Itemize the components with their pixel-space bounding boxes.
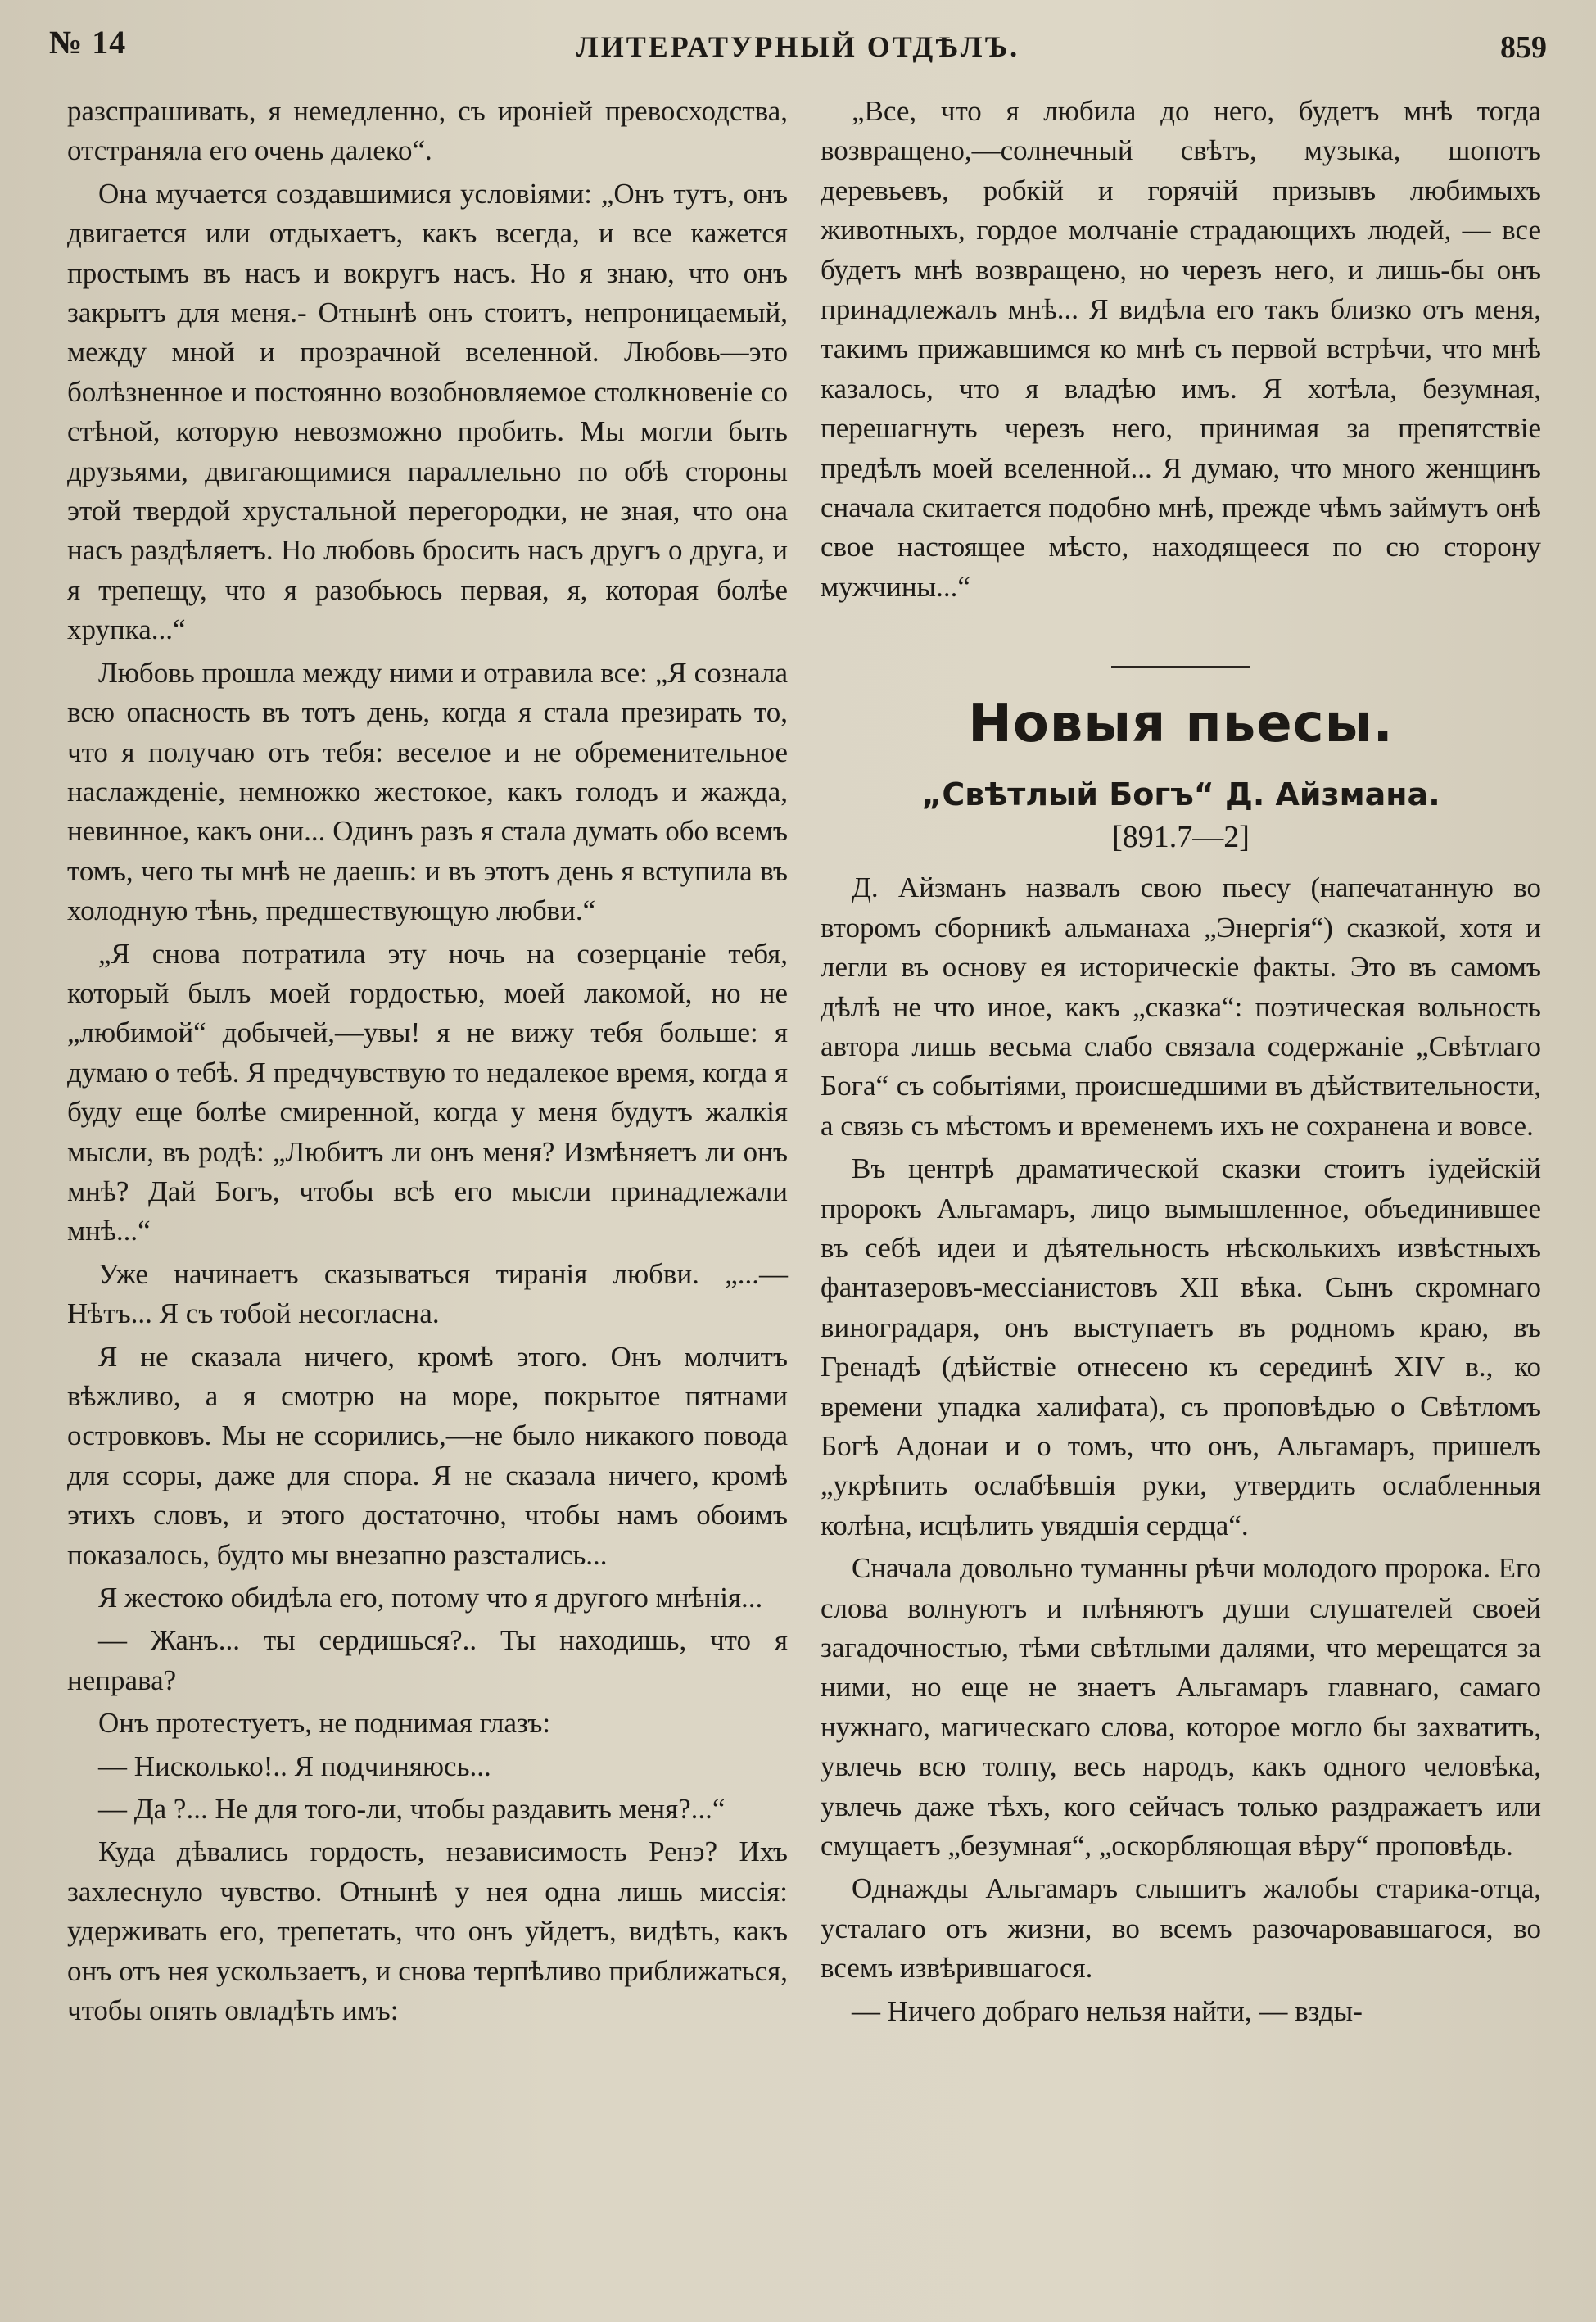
paragraph: — Жанъ... ты сердишься?.. Ты находишь, что я неправа? — [67, 1624, 788, 1696]
paragraph: Любовь прошла между ними и отравила все: „Я сознала всю опасность въ тотъ день, когда я стала презирать то, что я получаю отъ тебя: веселое и не обременительное наслажденіе, немножко жестокое, какъ голодъ и жажда, невинное, какъ они... Одинъ разъ я стала думать обо всемъ томъ, чего ты мнѣ не даешь: и въ этотъ день я вступила въ холодную тѣнь, предшествующую любви.“ — [67, 656, 788, 927]
page-number: 859 — [1500, 30, 1547, 65]
paragraph: Куда дѣвались гордость, независимость Ренэ? Ихъ захлеснуло чувство. Отнынѣ у нея одна лишь миссія: удерживать его, трепетать, что онъ уйдетъ, видѣть, какъ онъ отъ нея ускользаетъ, и снова терпѣливо приближаться, чтобы опять овладѣть имъ: — [67, 1835, 788, 2027]
paragraph: Она мучается создавшимися условіями: „Онъ тутъ, онъ двигается или отдыхаетъ, какъ всегда, и все кажется простымъ въ насъ и вокругъ насъ. Но я знаю, что онъ закрытъ для меня.- Отнынѣ онъ стоитъ, непроницаемый, между мной и прозрачной вселенной. Любовь—это болѣзненное и постоянно возобновляемое столкновеніе со стѣной, которую невозможно пробить. Мы могли быть друзьями, двигающимися параллельно по обѣ стороны этой твердой хрустальной перегородки, не зная, что она насъ раздѣляетъ. Но любовь бросить насъ другъ о друга, и я трепещу, что я разобьюсь первая, я, которая болѣе хрупка...“ — [67, 177, 788, 646]
right-column — [821, 92, 1541, 2035]
paragraph: разспрашивать, я немедленно, съ ироніей превосходства, отстраняла его очень далеко“. — [67, 95, 788, 167]
paragraph: Въ центрѣ драматической сказки стоитъ іудейскій пророкъ Альгамаръ, лицо вымышленное, объединившее въ себѣ идеи и дѣятельность нѣсколькихъ извѣстныхъ фантазеровъ-мессіанистовъ XII вѣка. Сынъ скромнаго виноградаря, онъ выступаетъ въ родномъ краю, въ Гренадѣ (дѣйствіе отнесено къ серединѣ XIV в., ко времени упадка халифата), съ проповѣдью о Свѣтломъ Богѣ Адонаи и о томъ, что онъ, Альгамаръ, пришелъ „укрѣпить ослабѣвшія руки, утвердить ослабленныя колѣна, исцѣлить увядшія сердца“. — [821, 1152, 1541, 1541]
paragraph: — Ничего добраго нельзя найти, — взды- — [852, 1994, 1363, 2027]
paragraph: — Нисколько!.. Я подчиняюсь... — [98, 1749, 491, 1782]
section-running-title: ЛИТЕРАТУРНЫЙ ОТДѢЛЪ. — [576, 30, 1020, 63]
paragraph: — Да ?... Не для того-ли, чтобы раздавить меня?...“ — [98, 1793, 726, 1826]
paragraph: Д. Айзманъ назвалъ свою пьесу (напечатанную во второмъ сборникѣ альманаха „Энергія“) сказкой, хотя и легли въ основу ея историческіе факты. Это въ самомъ дѣлѣ не что иное, какъ „сказка“: поэтическая вольность автора лишь весьма слабо связала содержаніе „Свѣтлаго Бога“ съ событіями, происшедшими въ дѣйствительности, а связь съ мѣстомъ и временемъ ихъ не сохранена и вовсе. — [821, 871, 1541, 1142]
paragraph: „Я снова потратила эту ночь на созерцаніе тебя, который былъ моей гордостью, моей лакомой, но не „любимой“ добычей,—увы! я не вижу тебя больше: я думаю о тебѣ. Я предчувствую то недалекое время, когда я буду еще болѣе смиренной, когда у меня будутъ жалкія мысли, въ родѣ: „Любитъ ли онъ меня? Измѣняетъ ли онъ мнѣ? Дай Богъ, чтобы всѣ его мысли принадлежали мнѣ...“ — [67, 937, 788, 1247]
paragraph: Сначала довольно туманны рѣчи молодого пророка. Его слова волнуютъ и плѣняютъ души слушателей своей загадочностью, тѣми свѣтлыми далями, что мерещатся за ними, но еще не знаетъ Альгамаръ главнаго, самаго нужнаго, магическаго слова, которое могло бы захватить, увлечь всю толпу, весь народъ, какъ одного человѣка, увлечь даже тѣхъ, кого сейчасъ только раздражаетъ или смущаетъ „безумная“, „оскорбляющая вѣру“ проповѣдь. — [821, 1552, 1541, 1863]
paragraph: Уже начинаетъ сказываться тиранія любви. „...— Нѣтъ... Я съ тобой несогласна. — [67, 1257, 788, 1330]
section-divider — [1111, 666, 1250, 668]
paragraph: Я не сказала ничего, кромѣ этого. Онъ молчитъ вѣжливо, а я смотрю на море, покрытое пятнами островковъ. Мы не ссорились,—не было никакого повода для ссоры, даже для спора. Я не сказала ничего, кромѣ этихъ словъ, и этого достаточно, чтобы намъ обоимъ показалось, будто мы внезапно разстались... — [67, 1340, 788, 1571]
left-column — [67, 92, 788, 2035]
play-title: „Свѣтлый Богъ“ Д. Айзмана. — [921, 776, 1440, 813]
page-header — [49, 23, 1547, 72]
issue-number: № 14 — [49, 24, 127, 61]
catalog-reference: [891.7—2] — [1112, 820, 1250, 855]
paragraph: „Все, что я любила до него, будетъ мнѣ тогда возвращено,—солнечный свѣтъ, музыка, шопотъ деревьевъ, робкій и горячій призывъ любимыхъ животныхъ, гордое молчаніе страдающихъ людей, — все будетъ мнѣ возвращено, но черезъ него, и лишь-бы онъ принадлежалъ мнѣ... Я видѣла его такъ близко отъ меня, такимъ прижавшимся ко мнѣ съ первой встрѣчи, что мнѣ казалось, что я владѣю имъ. Я хотѣла, безумная, перешагнуть черезъ него, принимая за препятствіе предѣлъ моей вселенной... Я думаю, что много женщинъ сначала скитается подобно мнѣ, прежде чѣмъ займутъ онѣ свое настоящее мѣсто, находящееся по сю сторону мужчины...“ — [821, 95, 1541, 603]
section-heading: Новыя пьесы. — [968, 694, 1394, 755]
paragraph: Я жестоко обидѣла его, потому что я другого мнѣнія... — [98, 1582, 763, 1614]
paragraph: Однажды Альгамаръ слышитъ жалобы старика-отца, усталаго отъ жизни, во всемъ разочаровавшагося, во всемъ извѣрившагося. — [821, 1872, 1541, 1985]
paragraph: Онъ протестуетъ, не поднимая глазъ: — [98, 1707, 551, 1740]
